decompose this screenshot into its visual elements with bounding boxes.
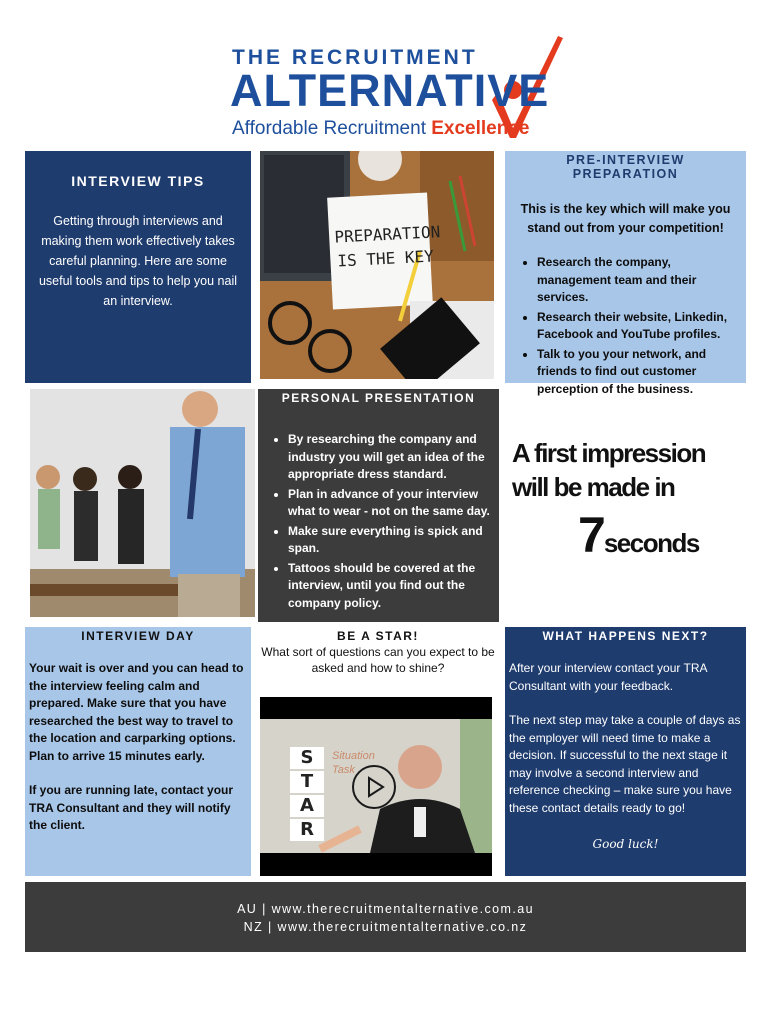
logo-line-1: THE RECRUITMENT bbox=[232, 46, 478, 69]
what-next-heading: WHAT HAPPENS NEXT? bbox=[542, 629, 709, 643]
list-item: • Plan in advance of your interview what to wear - not on the same day. bbox=[288, 486, 495, 521]
interview-tips-body: Getting through interviews and making them work effectively takes careful planning. Here are some useful tools and tips to help you nail an interview. bbox=[38, 214, 238, 308]
star-letters bbox=[290, 747, 324, 841]
logo-line-2: ALTERNATIVE bbox=[230, 65, 550, 116]
play-icon bbox=[354, 767, 394, 807]
what-next-panel bbox=[505, 627, 746, 876]
footer-nz-link[interactable]: NZ | www.therecruitmentalternative.co.nz bbox=[243, 920, 528, 934]
logo-tagline: Affordable Recruitment Excellence bbox=[232, 118, 530, 139]
pre-interview-list bbox=[511, 254, 740, 398]
pre-interview-heading: PRE-INTERVIEW PREPARATION bbox=[511, 151, 740, 181]
pre-interview-panel bbox=[505, 151, 746, 396]
footer-au-link[interactable]: AU | www.therecruitmentalternative.com.au bbox=[237, 902, 534, 916]
interview-day-para-2: If you are running late, contact your TRA Consultant and they will notify the client. bbox=[29, 783, 234, 832]
interview-tips-heading: INTERVIEW TIPS bbox=[71, 173, 205, 189]
be-a-star-subtitle: What sort of questions can you expect to be asked and how to shine? bbox=[261, 645, 495, 675]
list-item: • By researching the company and industry you will get an idea of the appropriate dress standard. bbox=[288, 431, 495, 484]
personal-presentation-list bbox=[262, 431, 495, 612]
impression-line-1: A first impression bbox=[512, 438, 706, 468]
list-item: • Research the company, management team and their services. bbox=[537, 254, 740, 307]
list-item: • Talk to you your network, and friends to find out customer perception of the business. bbox=[537, 346, 740, 399]
star-letter-r: R bbox=[290, 819, 324, 841]
preparation-note: PREPARATION IS THE KEY bbox=[333, 222, 441, 271]
first-impression-callout bbox=[512, 436, 762, 576]
what-next-para-2: The next step may take a couple of days as the employer will need time to make a decision. If successful to the next stage it may involve a second interview and reference checking – make sure you have these contact details ready to go! bbox=[509, 713, 741, 815]
star-letter-a: A bbox=[290, 795, 324, 817]
personal-presentation-heading: PERSONAL PRESENTATION bbox=[281, 391, 476, 405]
play-button[interactable] bbox=[352, 765, 396, 809]
interview-tips-panel bbox=[25, 151, 251, 383]
impression-number: 7 bbox=[578, 507, 604, 563]
star-letter-s: S bbox=[290, 747, 324, 769]
list-item: • Research their website, Linkedin, Facebook and YouTube profiles. bbox=[537, 309, 740, 344]
impression-unit: seconds bbox=[603, 528, 699, 558]
list-item: • Tattoos should be covered at the interview, until you find out the company policy. bbox=[288, 560, 495, 613]
good-luck-signoff: Good luck! bbox=[592, 837, 659, 851]
pre-interview-intro: This is the key which will make you stand out from your competition! bbox=[520, 202, 731, 235]
footer-bar bbox=[25, 882, 746, 952]
be-a-star-heading: BE A STAR! bbox=[337, 629, 419, 643]
star-letter-t: T bbox=[290, 771, 324, 793]
list-item: • Make sure everything is spick and span. bbox=[288, 523, 495, 558]
impression-line-2: will be made in bbox=[512, 472, 675, 502]
what-next-para-1: After your interview contact your TRA Consultant with your feedback. bbox=[509, 661, 707, 693]
brand-logo bbox=[230, 30, 570, 145]
interview-day-heading: INTERVIEW DAY bbox=[81, 629, 195, 643]
preparation-photo bbox=[260, 151, 494, 379]
board-words: Situation Task bbox=[332, 750, 375, 776]
interview-day-panel bbox=[25, 627, 251, 876]
waiting-room-photo bbox=[30, 389, 255, 617]
star-video-player[interactable] bbox=[260, 697, 492, 876]
interview-day-para-1: Your wait is over and you can head to the interview feeling calm and prepared. Make sure that you have researched the best way to travel to the location and carparking options. Plan to arrive 15 minutes early. bbox=[29, 661, 244, 763]
candidates-illustration bbox=[30, 389, 255, 617]
personal-presentation-panel bbox=[258, 389, 499, 622]
